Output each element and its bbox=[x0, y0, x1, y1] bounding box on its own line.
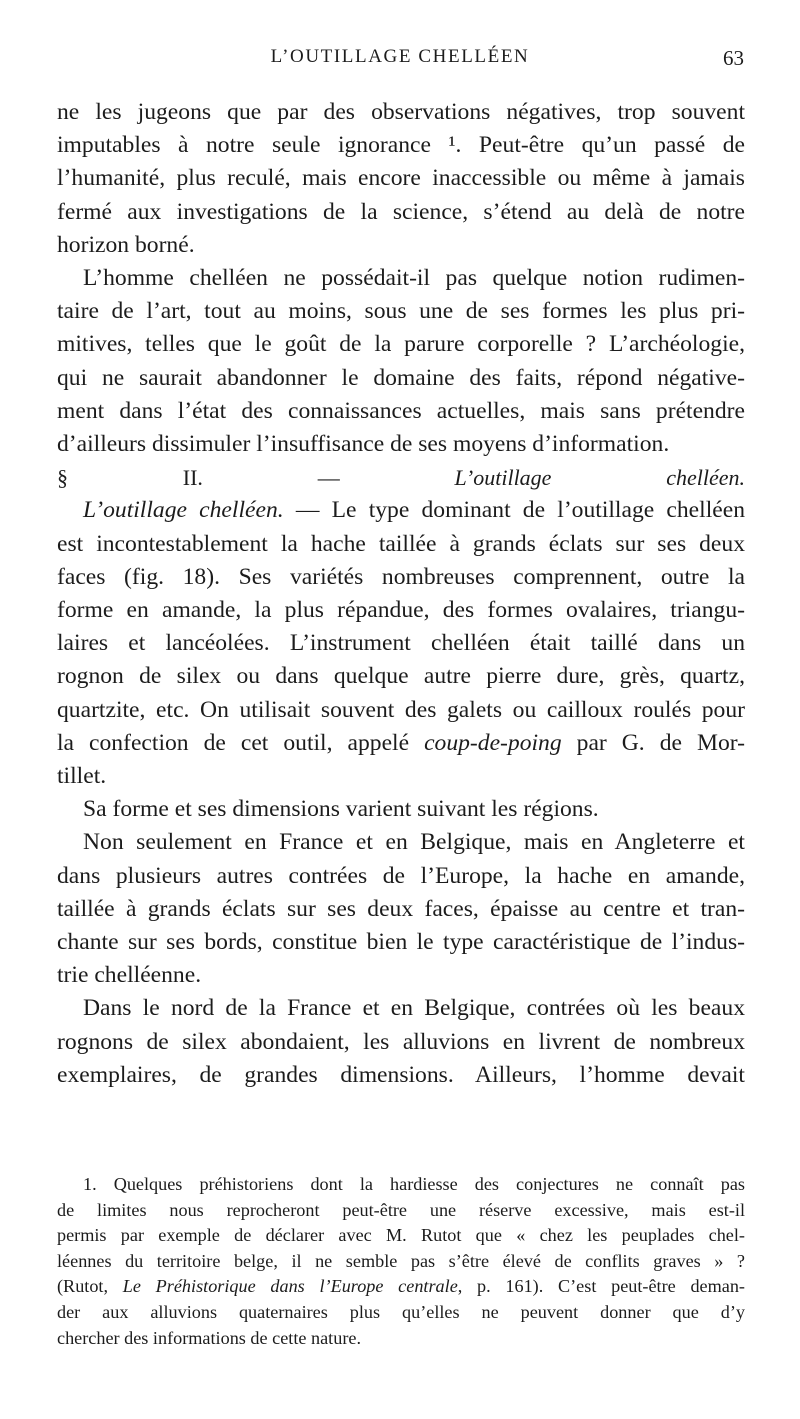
text-line: L’homme chelléen ne possédait-il pas quelque notion rudimen- bbox=[83, 265, 745, 292]
section-number: § II. — bbox=[57, 465, 455, 491]
text-line: rognon de silex ou dans quelque autre pierre dure, grès, quartz, bbox=[57, 663, 745, 690]
text-line: L’outillage chelléen. — Le type dominant de l’outillage chelléen bbox=[83, 497, 746, 524]
text-line: imputables à notre seule ignorance ¹. Peut-être qu’un passé de bbox=[57, 132, 745, 159]
text-line: dans plusieurs autres contrées de l’Europe, la hache en amande, bbox=[57, 862, 745, 889]
text-line: horizon borné. bbox=[57, 231, 195, 258]
page-number: 63 bbox=[723, 46, 744, 70]
footnote-line: chercher des informations de cette nature. bbox=[57, 1327, 361, 1348]
term-coup-de-poing: coup-de-poing bbox=[424, 729, 562, 756]
footnote-line: 1. Quelques préhistoriens dont la hardiesse des conjectures ne connaît pas bbox=[83, 1174, 745, 1194]
footnote-line: der aux alluvions quaternaires plus qu’elles ne peuvent donner que d’y bbox=[57, 1301, 745, 1322]
paragraph-run-in-title: L’outillage chelléen. bbox=[83, 497, 284, 524]
text-line: ment dans l’état des connaissances actuelles, mais sans prétendre bbox=[57, 397, 745, 424]
text-line: trie chelléenne. bbox=[57, 962, 202, 989]
text-line: quartzite, etc. On utilisait souvent des galets ou cailloux roulés pour bbox=[57, 696, 745, 723]
footnote-line: léennes du territoire belge, il ne semble pas s’être élevé de conflits graves » ? bbox=[57, 1250, 745, 1271]
text-line: chante sur ses bords, constitue bien le type caractéristique de l’indus- bbox=[57, 929, 745, 956]
text-line: taire de l’art, tout au moins, sous une de ses formes les plus pri- bbox=[57, 298, 745, 325]
text-line: tillet. bbox=[57, 763, 107, 790]
text-line: ne les jugeons que par des observations négatives, trop souvent bbox=[57, 99, 745, 125]
text-line: est incontestablement la hache taillée à grands éclats sur ses deux bbox=[57, 530, 745, 557]
text-line: d’ailleurs dissimuler l’insuffisance de ses moyens d’information. bbox=[57, 431, 670, 458]
footnote-line: (Rutot, Le Préhistorique dans l’Europe centrale, p. 161). C’est peut-être deman- bbox=[57, 1276, 745, 1297]
text-line: exemplaires, de grandes dimensions. Ailleurs, l’homme devait bbox=[57, 1061, 745, 1088]
section-title: L’outillage chelléen. bbox=[454, 465, 745, 491]
text-line: Sa forme et ses dimensions varient suivant les régions. bbox=[83, 796, 599, 823]
text-line: taillée à grands éclats sur ses deux faces, épaisse au centre et tran- bbox=[57, 895, 745, 922]
page-header bbox=[0, 46, 800, 76]
text-line: forme en amande, la plus répandue, des formes ovalaires, triangu- bbox=[57, 597, 745, 624]
footnote-line: permis par exemple de déclarer avec M. Rutot que « chez les peuplades chel- bbox=[57, 1225, 745, 1246]
footnote-line: de limites nous reprocheront peut-être une réserve excessive, mais est-il bbox=[57, 1199, 745, 1220]
text-line: faces (fig. 18). Ses variétés nombreuses comprennent, outre la bbox=[57, 563, 745, 590]
text-line: laires et lancéolées. L’instrument chelléen était taillé dans un bbox=[57, 630, 745, 657]
text-line: Dans le nord de la France et en Belgique, contrées où les beaux bbox=[83, 995, 745, 1022]
text-line: l’humanité, plus reculé, mais encore inaccessible ou même à jamais bbox=[57, 165, 745, 192]
text-line: rognons de silex abondaient, les alluvions en livrent de nombreux bbox=[57, 1028, 745, 1055]
footnotes bbox=[57, 1172, 745, 1351]
main-text bbox=[57, 96, 745, 1092]
text-line: Non seulement en France et en Belgique, mais en Angleterre et bbox=[83, 829, 745, 856]
section-heading bbox=[57, 461, 745, 494]
text-line: qui ne saurait abandonner le domaine des faits, répond négative- bbox=[57, 364, 745, 391]
running-head: L’OUTILLAGE CHELLÉEN bbox=[270, 46, 530, 67]
text-line: mitives, telles que le goût de la parure corporelle ? L’archéologie, bbox=[57, 331, 745, 358]
text-line: la confection de cet outil, appelé coup-de-poing par G. de Mor- bbox=[57, 729, 745, 756]
cited-work-title: Le Préhistorique dans l’Europe centrale bbox=[122, 1276, 458, 1297]
text-line: fermé aux investigations de la science, s’étend au delà de notre bbox=[57, 198, 745, 225]
